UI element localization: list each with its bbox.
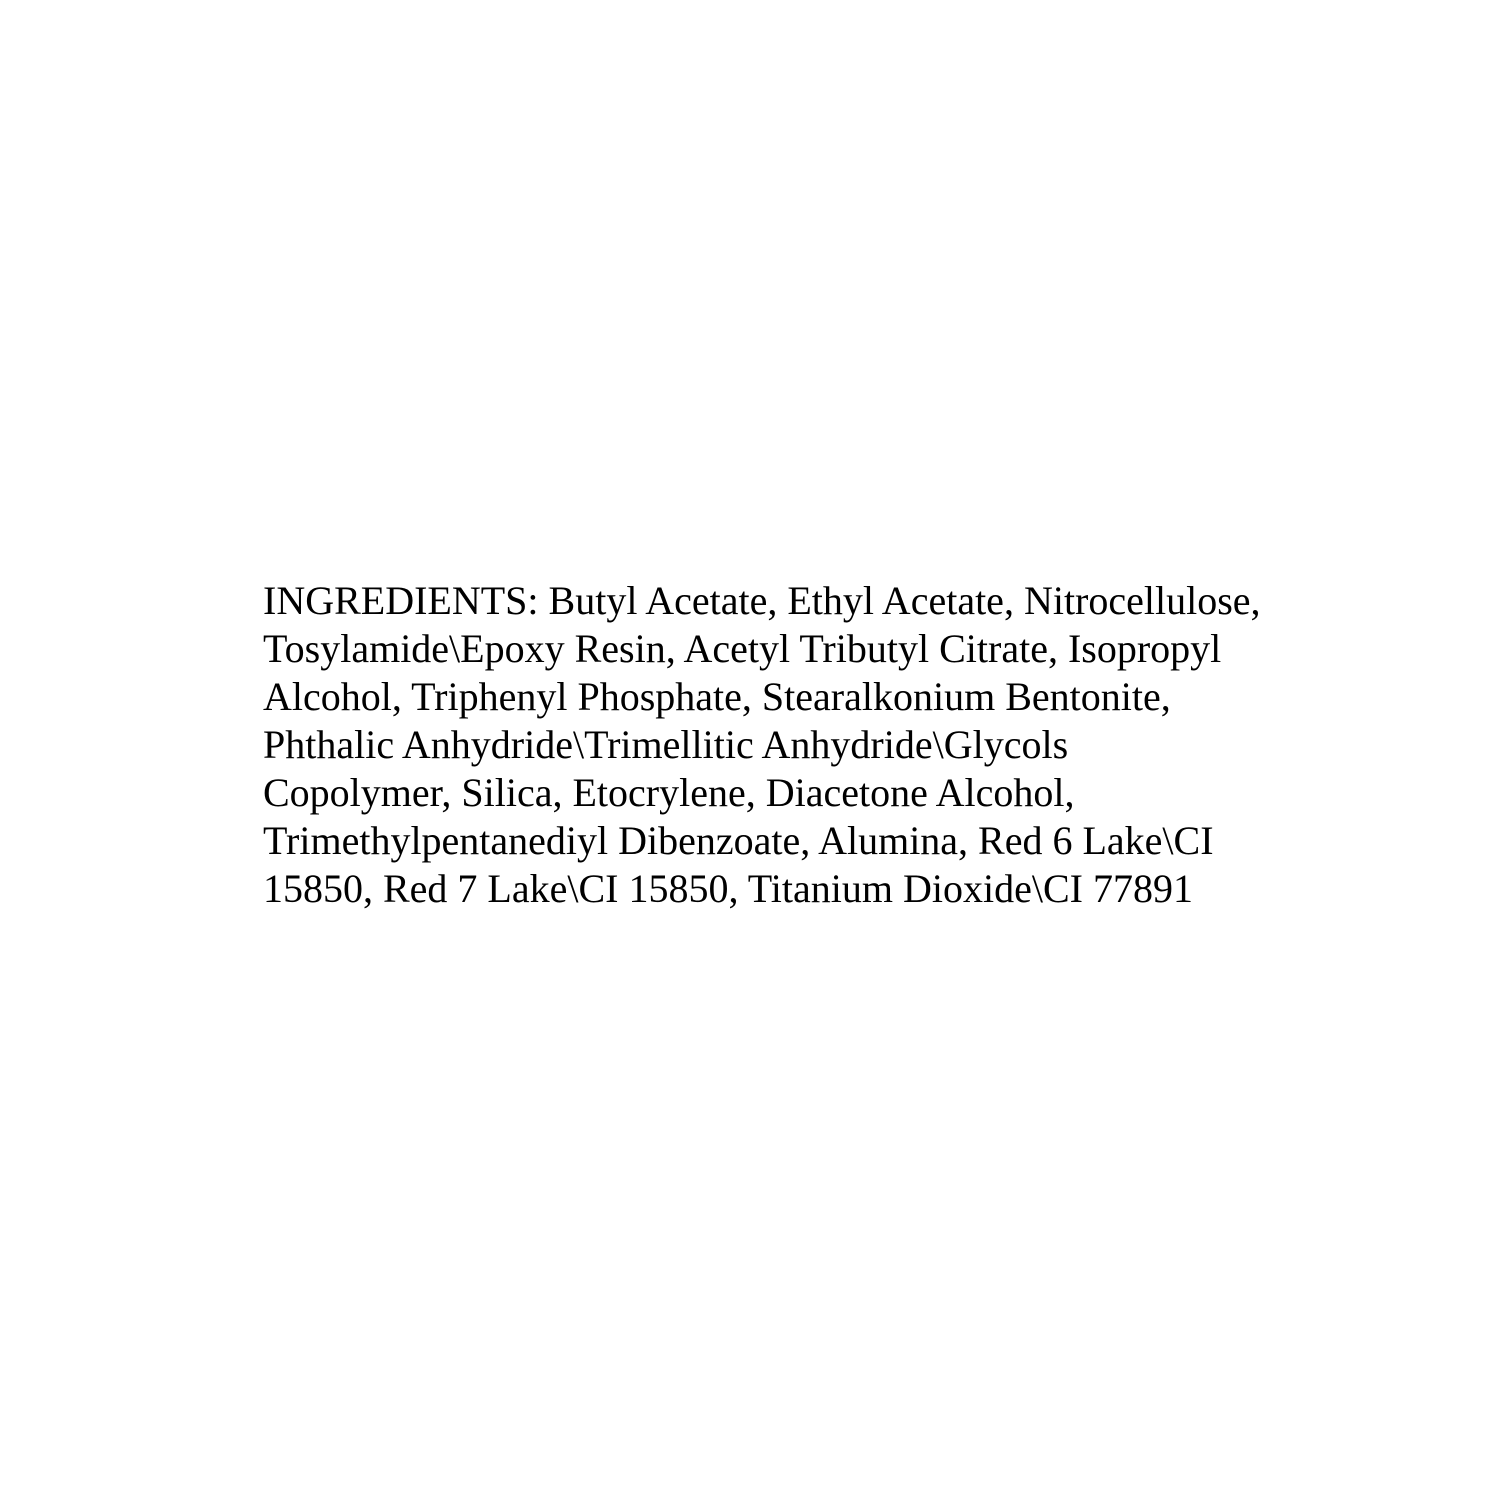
ingredients-line: INGREDIENTS: Butyl Acetate, Ethyl Acetate, Nitrocellulose, — [263, 578, 1261, 623]
ingredients-line: Copolymer, Silica, Etocrylene, Diacetone Alcohol, — [263, 770, 1075, 815]
ingredients-text — [263, 577, 1263, 913]
ingredients-line: Trimethylpentanediyl Dibenzoate, Alumina, Red 6 Lake\CI — [263, 818, 1214, 863]
ingredients-line: Phthalic Anhydride\Trimellitic Anhydride\Glycols — [263, 722, 1069, 767]
ingredients-line: Tosylamide\Epoxy Resin, Acetyl Tributyl Citrate, Isopropyl — [263, 626, 1222, 671]
ingredients-line: Alcohol, Triphenyl Phosphate, Stearalkonium Bentonite, — [263, 674, 1171, 719]
ingredients-line: 15850, Red 7 Lake\CI 15850, Titanium Dioxide\CI 77891 — [263, 866, 1193, 911]
